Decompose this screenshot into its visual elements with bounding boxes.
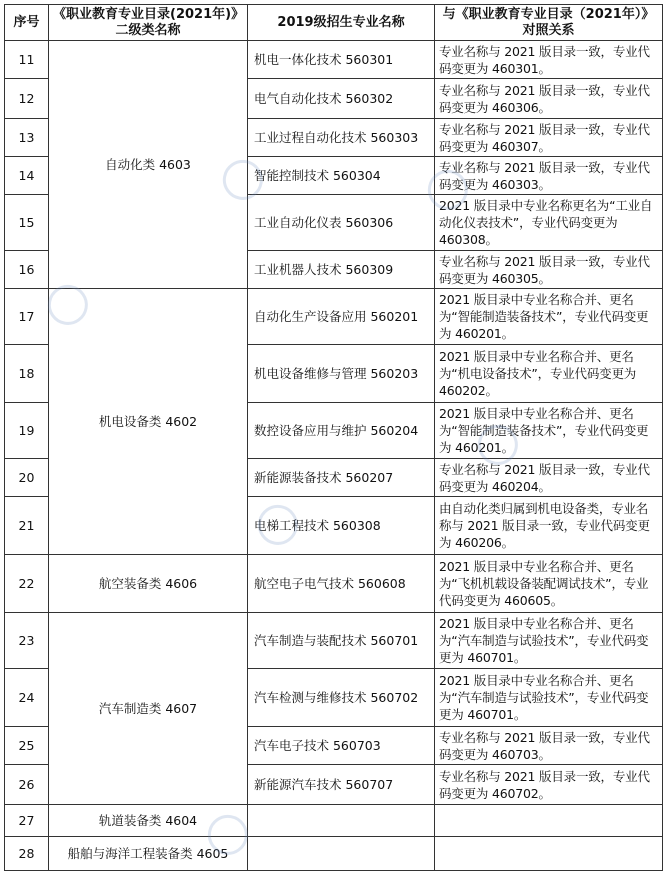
row-seq: 16 xyxy=(5,251,49,289)
relation-text: 专业名称与 2021 版目录一致，专业代码变更为 460307。 xyxy=(435,119,663,157)
major-name: 汽车检测与维修技术 560702 xyxy=(248,669,435,727)
relation-text: 专业名称与 2021 版目录一致，专业代码变更为 460306。 xyxy=(435,79,663,119)
relation-text xyxy=(435,837,663,871)
category-cell: 轨道装备类 4604 xyxy=(49,805,248,837)
major-name: 电气自动化技术 560302 xyxy=(248,79,435,119)
major-comparison-table xyxy=(4,4,663,871)
major-name: 数控设备应用与维护 560204 xyxy=(248,403,435,459)
row-seq: 19 xyxy=(5,403,49,459)
major-name xyxy=(248,837,435,871)
relation-text: 专业名称与 2021 版目录一致，专业代码变更为 460301。 xyxy=(435,41,663,79)
major-name: 工业机器人技术 560309 xyxy=(248,251,435,289)
table-row xyxy=(5,613,663,669)
relation-text: 专业名称与 2021 版目录一致，专业代码变更为 460702。 xyxy=(435,765,663,805)
major-name: 工业过程自动化技术 560303 xyxy=(248,119,435,157)
relation-text xyxy=(435,805,663,837)
major-name: 自动化生产设备应用 560201 xyxy=(248,289,435,345)
row-seq: 21 xyxy=(5,497,49,555)
row-seq: 25 xyxy=(5,727,49,765)
relation-text: 专业名称与 2021 版目录一致，专业代码变更为 460703。 xyxy=(435,727,663,765)
table-row xyxy=(5,805,663,837)
row-seq: 22 xyxy=(5,555,49,613)
category-cell: 自动化类 4603 xyxy=(49,41,248,289)
table-row xyxy=(5,289,663,345)
relation-text: 由自动化类归属到机电设备类，专业名称与 2021 版目录一致，专业代码变更为 460206。 xyxy=(435,497,663,555)
category-cell: 船舶与海洋工程装备类 4605 xyxy=(49,837,248,871)
relation-text: 2021 版目录中专业名称合并、更名为“机电设备技术”，专业代码变更为 460202。 xyxy=(435,345,663,403)
relation-text: 专业名称与 2021 版目录一致，专业代码变更为 460305。 xyxy=(435,251,663,289)
relation-text: 2021 版目录中专业名称合并、更名为“汽车制造与试验技术”，专业代码变更为 460701。 xyxy=(435,669,663,727)
header-relation-line2: 对照关系 xyxy=(522,22,575,38)
row-seq: 26 xyxy=(5,765,49,805)
header-seq: 序号 xyxy=(5,5,49,41)
row-seq: 28 xyxy=(5,837,49,871)
header-category-line1: 《职业教育专业目录(2021年)》 xyxy=(53,6,245,22)
row-seq: 23 xyxy=(5,613,49,669)
row-seq: 20 xyxy=(5,459,49,497)
major-name: 电梯工程技术 560308 xyxy=(248,497,435,555)
relation-text: 2021 版目录中专业名称合并、更名为“汽车制造与试验技术”，专业代码变更为 460701。 xyxy=(435,613,663,669)
major-name: 汽车制造与装配技术 560701 xyxy=(248,613,435,669)
row-seq: 12 xyxy=(5,79,49,119)
header-major: 2019级招生专业名称 xyxy=(248,5,435,41)
category-cell: 汽车制造类 4607 xyxy=(49,613,248,805)
row-seq: 24 xyxy=(5,669,49,727)
relation-text: 2021 版目录中专业名称更名为“工业自动化仪表技术”，专业代码变更为 460308。 xyxy=(435,195,663,251)
major-name: 汽车电子技术 560703 xyxy=(248,727,435,765)
relation-text: 2021 版目录中专业名称合并、更名为“智能制造装备技术”，专业代码变更为 460201。 xyxy=(435,289,663,345)
header-relation xyxy=(435,5,663,41)
major-name: 工业自动化仪表 560306 xyxy=(248,195,435,251)
header-category-line2: 二级类名称 xyxy=(115,22,181,38)
relation-text: 2021 版目录中专业名称合并、更名为“飞机机载设备装配调试技术”，专业代码变更为 460605。 xyxy=(435,555,663,613)
major-name: 智能控制技术 560304 xyxy=(248,157,435,195)
major-name: 航空电子电气技术 560608 xyxy=(248,555,435,613)
table-row xyxy=(5,41,663,79)
row-seq: 14 xyxy=(5,157,49,195)
table-row xyxy=(5,555,663,613)
major-name: 机电一体化技术 560301 xyxy=(248,41,435,79)
major-name: 机电设备维修与管理 560203 xyxy=(248,345,435,403)
relation-text: 专业名称与 2021 版目录一致，专业代码变更为 460204。 xyxy=(435,459,663,497)
major-name xyxy=(248,805,435,837)
category-cell: 航空装备类 4606 xyxy=(49,555,248,613)
table-row xyxy=(5,837,663,871)
row-seq: 27 xyxy=(5,805,49,837)
major-name: 新能源汽车技术 560707 xyxy=(248,765,435,805)
row-seq: 13 xyxy=(5,119,49,157)
relation-text: 专业名称与 2021 版目录一致，专业代码变更为 460303。 xyxy=(435,157,663,195)
row-seq: 15 xyxy=(5,195,49,251)
major-name: 新能源装备技术 560207 xyxy=(248,459,435,497)
row-seq: 18 xyxy=(5,345,49,403)
header-category xyxy=(49,5,248,41)
header-relation-line1: 与《职业教育专业目录（2021年）》 xyxy=(442,6,655,22)
row-seq: 11 xyxy=(5,41,49,79)
relation-text: 2021 版目录中专业名称合并、更名为“智能制造装备技术”，专业代码变更为 460201。 xyxy=(435,403,663,459)
row-seq: 17 xyxy=(5,289,49,345)
category-cell: 机电设备类 4602 xyxy=(49,289,248,555)
table-header-row xyxy=(5,5,663,41)
